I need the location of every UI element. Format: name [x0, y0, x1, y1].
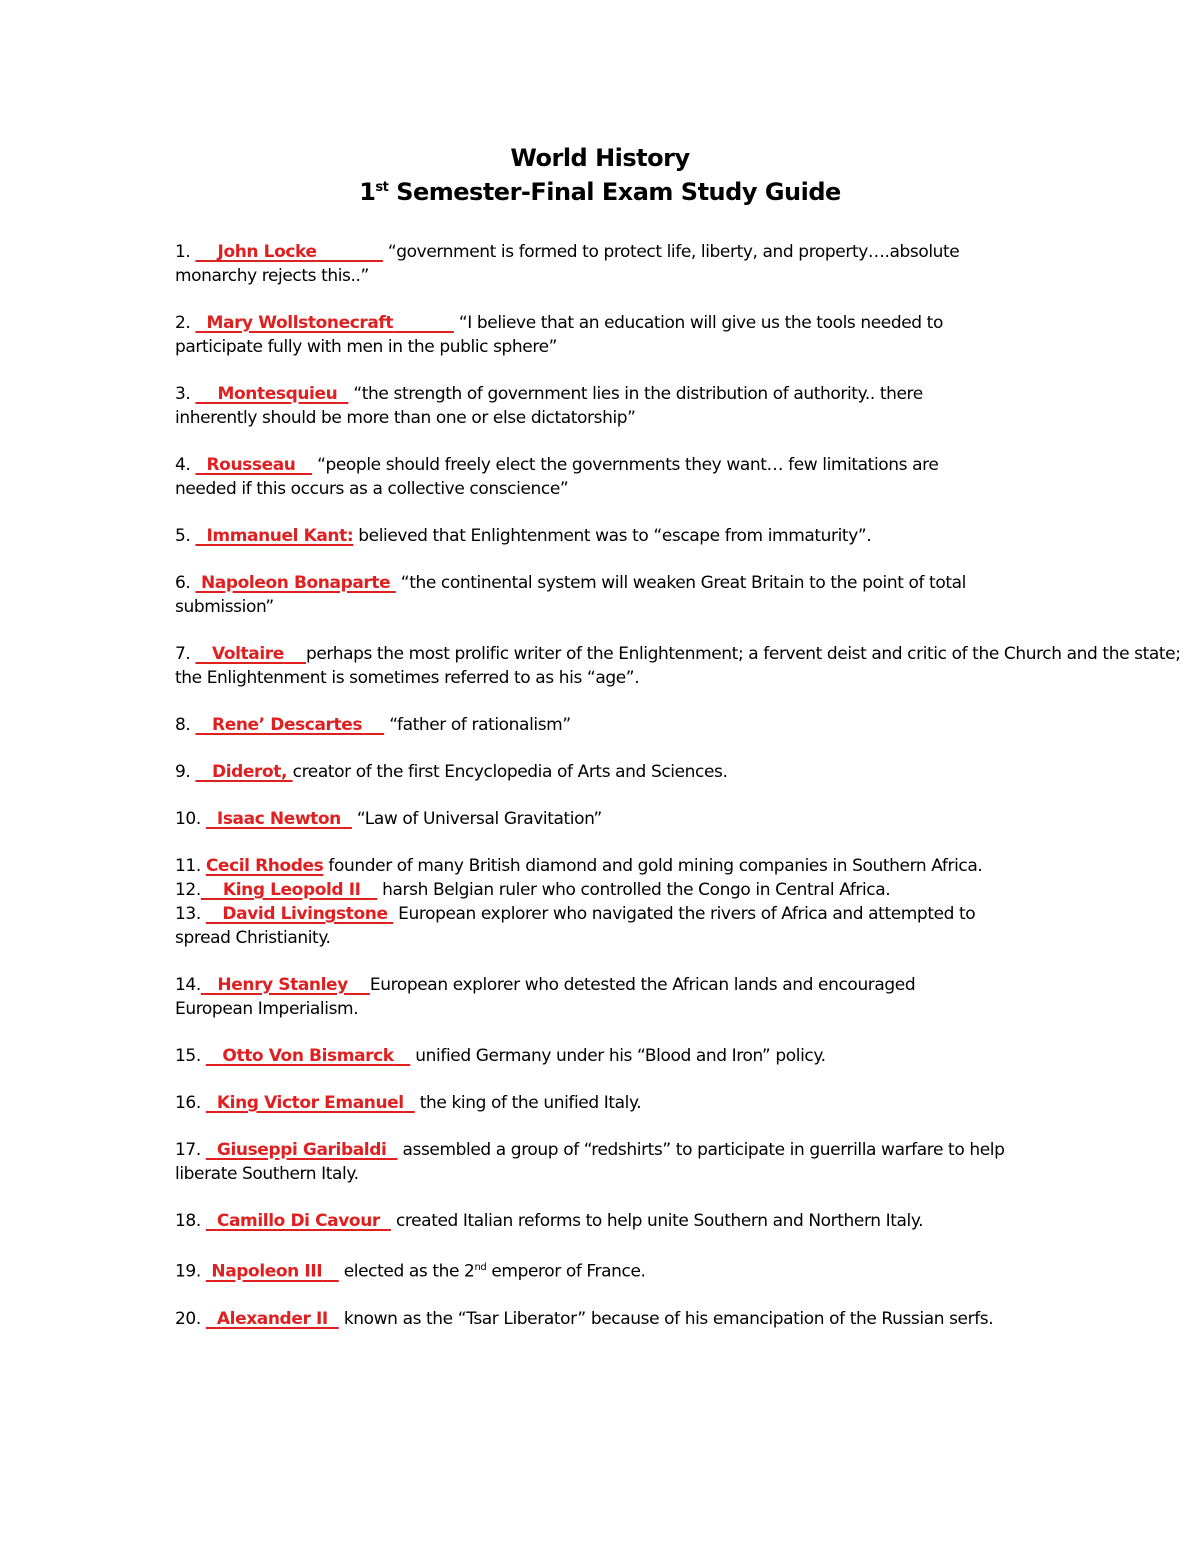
ordinal-suffix: nd — [474, 1262, 487, 1273]
item-text: “government is formed to protect life, liberty, and property….absolute monarchy rejects this..” — [175, 242, 960, 286]
item-number: 1. — [175, 242, 191, 262]
list-item — [175, 571, 995, 619]
answer: Mary Wollstonecraft — [206, 313, 394, 333]
item-number: 16. — [175, 1093, 201, 1113]
answer: Camillo Di Cavour — [216, 1211, 380, 1231]
item-number: 3. — [175, 384, 191, 404]
list-item — [175, 1307, 995, 1331]
list-item — [175, 1091, 1185, 1115]
item-number: 14. — [175, 975, 201, 995]
item-number: 19. — [175, 1261, 201, 1282]
list-item — [175, 240, 1005, 288]
answer: Rene’ Descartes — [212, 715, 363, 735]
item-text: the king of the unified Italy. — [414, 1093, 642, 1113]
list-item — [175, 902, 1015, 950]
item-text: “the continental system will weaken Great Britain to the point of total submission” — [175, 573, 966, 617]
list-item — [175, 311, 990, 359]
item-number: 10. — [175, 809, 201, 829]
answer: John Locke — [217, 242, 317, 262]
answer: Diderot, — [212, 762, 288, 782]
item-number: 9. — [175, 762, 191, 782]
item-text: European explorer who detested the African lands and encouraged European Imperialism. — [175, 975, 916, 1019]
list-item — [175, 642, 1185, 690]
item-text: elected as the 2 — [338, 1261, 475, 1282]
answer: Henry Stanley — [217, 975, 348, 995]
list-item — [175, 524, 1185, 548]
item-text: assembled a group of “redshirts” to participate in guerrilla warfare to help liberate Southern Italy. — [175, 1140, 1005, 1184]
answer: Voltaire — [212, 644, 284, 664]
list-item — [175, 382, 965, 430]
item-number: 5. — [175, 526, 191, 546]
item-number: 7. — [175, 644, 191, 664]
subtitle-ordinal: st — [375, 180, 389, 195]
answer: Rousseau — [206, 455, 296, 475]
list-item — [175, 807, 1185, 831]
answer: Isaac Newton — [216, 809, 341, 829]
item-text: perhaps the most prolific writer of the Enlightenment; a fervent deist and critic of the Church and the state; the Enlightenment is sometimes referred to as his “age”. — [175, 644, 1181, 688]
answer: Napoleon III — [211, 1261, 323, 1282]
list-item — [175, 1209, 1185, 1233]
item-number: 20. — [175, 1308, 201, 1329]
answer: Otto Von Bismarck — [222, 1046, 394, 1066]
item-text: unified Germany under his “Blood and Iron” policy. — [410, 1046, 826, 1066]
list-item — [175, 854, 1185, 878]
list-item — [175, 1256, 1185, 1284]
item-number: 13. — [175, 904, 201, 924]
title-line1: World History — [510, 144, 690, 172]
item-text: “Law of Universal Gravitation” — [351, 809, 602, 829]
item-text: founder of many British diamond and gold mining companies in Southern Africa. — [323, 856, 983, 876]
subtitle-text: Semester-Final Exam Study Guide — [388, 178, 841, 206]
item-text: created Italian reforms to help unite Southern and Northern Italy. — [390, 1211, 924, 1231]
item-text: “father of rationalism” — [384, 715, 571, 735]
answer: Napoleon Bonaparte — [200, 573, 391, 593]
item-number: 11. — [175, 856, 201, 876]
subtitle-number: 1 — [359, 178, 376, 206]
item-number: 4. — [175, 455, 191, 475]
list-item — [175, 1044, 1185, 1068]
item-text: European explorer who navigated the rivers of Africa and attempted to spread Christianity. — [175, 904, 976, 948]
list-item — [175, 453, 975, 501]
list-item — [175, 713, 1185, 737]
list-item — [175, 1138, 1005, 1186]
answer: Immanuel Kant: — [206, 526, 354, 546]
list-item — [175, 878, 1185, 902]
item-number: 8. — [175, 715, 191, 735]
item-number: 18. — [175, 1211, 201, 1231]
item-number: 12. — [175, 880, 201, 900]
answer: King Victor Emanuel — [216, 1093, 404, 1113]
item-text: believed that Enlightenment was to “escape from immaturity”. — [353, 526, 872, 546]
item-number: 2. — [175, 313, 191, 333]
item-text: “people should freely elect the governments they want… few limitations are needed if this occurs as a collective conscience” — [175, 455, 939, 499]
item-text: creator of the first Encyclopedia of Arts and Sciences. — [292, 762, 728, 782]
list-item — [175, 760, 1185, 784]
answer: King Leopold II — [222, 880, 361, 900]
item-number: 6. — [175, 573, 191, 593]
page-subtitle — [0, 178, 1200, 206]
item-text: emperor of France. — [486, 1261, 646, 1282]
answer: Montesquieu — [217, 384, 338, 404]
item-text: “the strength of government lies in the distribution of authority.. there inherently should be more than one or else dictatorship” — [175, 384, 923, 428]
page-title — [0, 144, 1200, 172]
answer: Giuseppi Garibaldi — [216, 1140, 387, 1160]
answer: David Livingstone — [222, 904, 388, 924]
item-text: “I believe that an education will give us the tools needed to participate fully with men in the public sphere” — [175, 313, 943, 357]
item-text: known as the “Tsar Liberator” because of his emancipation of the Russian serfs. — [338, 1308, 994, 1329]
item-text: harsh Belgian ruler who controlled the Congo in Central Africa. — [377, 880, 891, 900]
item-number: 15. — [175, 1046, 201, 1066]
answer: Cecil Rhodes — [205, 856, 324, 876]
answer: Alexander II — [216, 1308, 328, 1329]
item-number: 17. — [175, 1140, 201, 1160]
study-guide-list — [175, 240, 1185, 1331]
list-item — [175, 973, 965, 1021]
